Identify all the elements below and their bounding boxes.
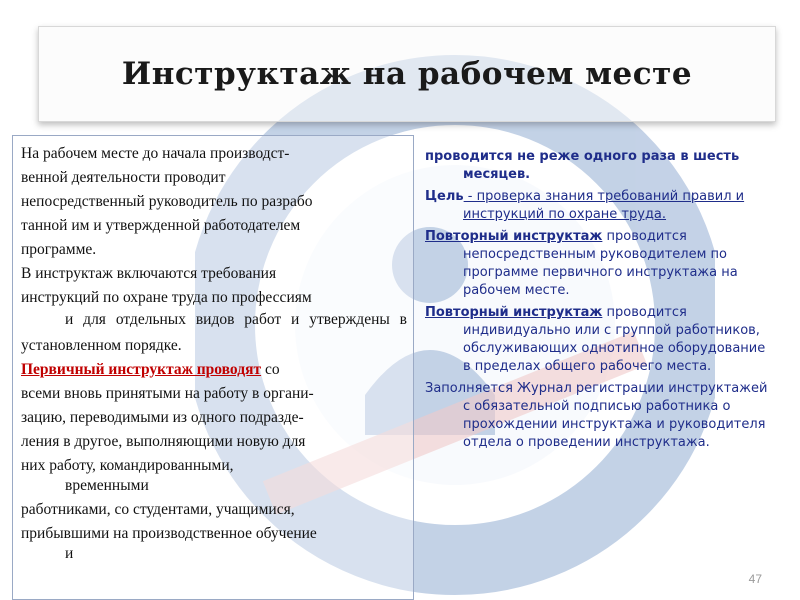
slide-title: Инструктаж на рабочем месте [121,56,693,92]
left-line: зацию, переводимыми из одного подразде- [21,409,304,426]
left-line: установленном порядке. [21,337,182,354]
right-paragraph-2 [425,188,770,224]
right-text-panel [425,148,770,456]
left-line: и для отдельных видов работ и утверждены в [65,311,407,328]
right-paragraph-1: проводится не реже одного раза в шесть месяцев. [425,149,740,182]
left-line: программе. [21,241,97,258]
left-line: всеми вновь принятыми на работу в органи- [21,385,314,402]
left-line: инструкций по охране труда по профессиям [21,289,312,306]
left-line: венной деятельности проводит [21,169,226,186]
goal-text: - проверка знания требований правил и инструкций по охране труда. [463,189,745,222]
primary-briefing-highlight: Первичный инструктаж проводят [21,361,262,378]
repeat-briefing-text: проводится индивидуально или с группой работников, обслуживающих однотипное оборудование в пределах общего рабочего места. [463,305,766,374]
left-line: работниками, со студентами, учащимися, [21,501,295,518]
left-line: В инструктаж включаются требования [21,265,277,282]
left-line: На рабочем месте до начала производст- [21,145,290,162]
left-line-suffix: со [261,361,280,378]
left-line: них работу, командированными, [21,457,234,474]
repeat-briefing-label: Повторный инструктаж [425,229,603,244]
left-line: временными [65,477,149,494]
left-line: непосредственный руководитель по разрабо [21,193,313,210]
goal-label: Цель [425,189,464,204]
right-paragraph-5: Заполняется Журнал регистрации инструктажей с обязательной подписью работника о прохождении инструктажа и руководителя отдела о проведении инструктажа. [425,381,768,450]
right-paragraph-4 [425,304,770,376]
left-line-highlight [21,358,407,382]
right-paragraph-3 [425,228,770,300]
page-number: 47 [748,572,762,586]
repeat-briefing-text: проводится непосредственным руководителем по программе первичного инструктажа на рабочем месте. [463,229,738,298]
repeat-briefing-label: Повторный инструктаж [425,305,603,320]
left-line: ления в другое, выполняющими новую для [21,433,306,450]
left-text-panel [12,135,414,600]
left-line: и [65,545,74,562]
title-box [38,26,776,122]
left-line: танной им и утвержденной работодателем [21,217,301,234]
left-line: прибывшими на производственное обучение [21,525,317,542]
